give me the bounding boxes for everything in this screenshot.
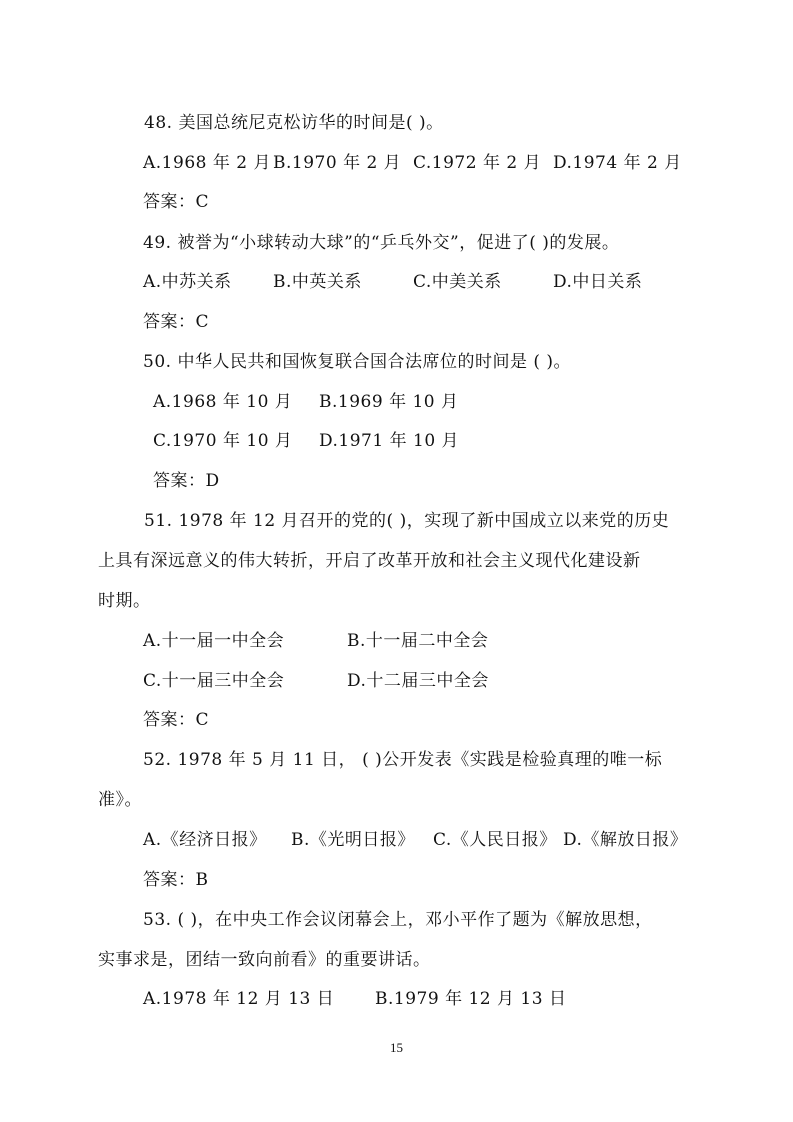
- question-48-option-a: A.1968 年 2 月: [143, 153, 271, 173]
- question-50-option-c: C.1970 年 10 月: [153, 431, 293, 451]
- question-48-answer: 答案：C: [143, 192, 210, 212]
- question-51-option-b: B.十一届二中全会: [347, 631, 489, 651]
- question-52-option-d: D.《解放日报》: [563, 830, 688, 850]
- question-48-option-b: B.1970 年 2 月: [273, 153, 402, 173]
- question-50-answer: 答案：D: [153, 471, 220, 491]
- question-50-option-b: B.1969 年 10 月: [319, 392, 459, 412]
- question-51-stem-line-2: 上具有深远意义的伟大转折，开启了改革开放和社会主义现代化建设新: [98, 551, 641, 571]
- question-50-stem: 50. 中华人民共和国恢复联合国合法席位的时间是 ( )。: [143, 352, 572, 372]
- question-50-option-d: D.1971 年 10 月: [319, 431, 460, 451]
- question-51-stem-line-1: 51. 1978 年 12 月召开的党的( )，实现了新中国成立以来党的历史: [144, 511, 670, 531]
- question-48-option-d: D.1974 年 2 月: [553, 153, 682, 173]
- question-51-option-d: D.十二届三中全会: [347, 671, 489, 691]
- question-53-option-b: B.1979 年 12 月 13 日: [375, 989, 567, 1009]
- question-48-option-c: C.1972 年 2 月: [413, 153, 542, 173]
- page-number: 15: [390, 1040, 403, 1055]
- question-49-answer: 答案：C: [143, 312, 210, 332]
- question-52-option-b: B.《光明日报》: [291, 830, 415, 850]
- question-53-stem-line-2: 实事求是，团结一致向前看》的重要讲话。: [98, 950, 431, 970]
- question-52-stem-line-1: 52. 1978 年 5 月 11 日， ( )公开发表《实践是检验真理的唯一标: [143, 750, 663, 770]
- question-49-option-a: A.中苏关系: [143, 272, 232, 292]
- question-51-option-a: A.十一届一中全会: [143, 631, 285, 651]
- question-52-answer: 答案：B: [143, 870, 209, 890]
- question-52-stem-line-2: 准》。: [98, 790, 142, 810]
- question-51-stem-line-3: 时期。: [98, 591, 151, 611]
- question-53-option-a: A.1978 年 12 月 13 日: [143, 989, 335, 1009]
- question-49-option-d: D.中日关系: [553, 272, 643, 292]
- question-52-option-a: A.《经济日报》: [143, 830, 267, 850]
- question-53-stem-line-1: 53. ( )，在中央工作会议闭幕会上，邓小平作了题为《解放思想，: [143, 910, 653, 930]
- question-50-option-a: A.1968 年 10 月: [153, 392, 293, 412]
- question-51-option-c: C.十一届三中全会: [143, 671, 285, 691]
- question-51-answer: 答案：C: [143, 710, 210, 730]
- question-49-option-b: B.中英关系: [273, 272, 362, 292]
- question-52-option-c: C.《人民日报》: [433, 830, 557, 850]
- question-49-option-c: C.中美关系: [413, 272, 502, 292]
- question-49-stem: 49. 被誉为“小球转动大球”的“乒乓外交”，促进了( )的发展。: [143, 233, 620, 253]
- question-48-stem: 48. 美国总统尼克松访华的时间是( )。: [144, 113, 444, 133]
